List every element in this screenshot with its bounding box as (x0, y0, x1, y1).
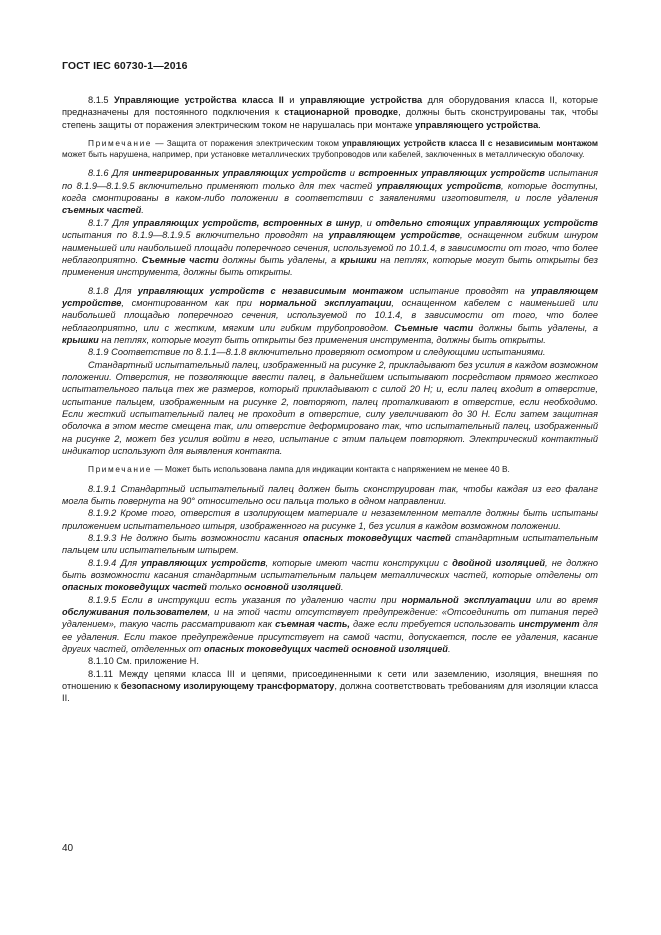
paragraph-8-1-5: 8.1.5 Управляющие устройства класса II и управляющие устройства для оборудования класса II, которые предназначены для постоянного подключения к стационарной проводке, должны быть сконструированы так, чтобы степень защиты от поражения электрическим током не нарушалась при монтаже управляющего устройства. (62, 95, 598, 130)
paragraph-8-1-11: 8.1.11 Между цепями класса III и цепями, присоединенными к сети или заземлению, изоляция, внешняя по отношению к безопасному изолирующему трансформатору, должна соответствовать требованиям для изоляции класса II. (62, 668, 598, 704)
note-lamp: Примечание — Может быть использована лампа для индикации контакта с напряжением не менее 40 В. (88, 464, 510, 475)
paragraph-8-1-9-4: 8.1.9.4 Для управляющих устройств, которые имеют части конструкции с двойной изоляцией, не должно быть возможности касания стандартным испытательным пальцем металлических частей, которые отделены от опасных токоведущих частей только основной изоляцией. (62, 557, 598, 593)
paragraph-8-1-9-2: 8.1.9.2 Кроме того, отверстия в изолирующем материале и незаземленном металле должны быть испытаны приложением испытательного штыря, изображенного на рисунке 1, без усилия в каждом возможном положении. (62, 508, 598, 531)
page-number: 40 (62, 843, 74, 854)
paragraph-8-1-9: 8.1.9 Соответствие по 8.1.1—8.1.8 включительно проверяют осмотром и следующими испытаниями. (88, 347, 546, 358)
paragraph-8-1-8: 8.1.8 Для управляющих устройств с независимым монтажом испытание проводят на управляющем устройстве, смонтированном как при нормальной эксплуатации, оснащенном кабелем с наименьшей или наибольшей площадью поперечного сечения, используемой по 10.1.4, в зависимости от того, что более неблагоприятно, или с жестким, мягким или гибким трубопроводом. Съемные части должны быть удалены, а крышки на петлях, которые могут быть открыты без применения инструмента, должны быть открыты. (62, 285, 598, 345)
note-class-ii: Примечание — Защита от поражения электрическим током управляющих устройств класса II с независимым монтажом может быть нарушена, например, при установке металлических трубопроводов или кабелей, заключенных в металлическую оболочку. (62, 138, 598, 160)
document-body (62, 94, 598, 705)
paragraph-8-1-7: 8.1.7 Для управляющих устройств, встроенных в шнур, и отдельно стоящих управляющих устройств испытания по 8.1.9—8.1.9.5 включительно проводят на управляющем устройстве, оснащенном гибким шнуром наименьшей или наибольшей площади поперечного сечения, используемой по 10.1.4, в зависимости от того, что более неблагоприятно. Съемные части должны быть удалены, а крышки на петлях, которые могут быть открыты без применения инструмента, должны быть открыты. (62, 217, 599, 278)
paragraph-8-1-9-1: 8.1.9.1 Стандартный испытательный палец должен быть сконструирован так, чтобы каждая из его фаланг могла быть повернута на 90° относительно оси пальца только в одном направлении. (62, 483, 598, 506)
page-header: ГОСТ IEC 60730-1—2016 (62, 60, 188, 72)
paragraph-8-1-10: 8.1.10 См. приложение Н. (88, 656, 199, 667)
paragraph-test-finger: Стандартный испытательный палец, изображенный на рисунке 2, прикладывают без усилия в каждом возможном положении. Отверстия, не позволяющие ввести палец, в дальнейшем испытывают посредством прямого жесткого испытательного пальца тех же размеров, который прикладывают с силой 20 Н; и, если палец входит в отверстие, испытание пальцем, изображенным на рисунке 2, повторяют, палец проталкивают в отверстие, если необходимо. Если жесткий испытательный палец не проходит в отверстие, силу увеличивают до 30 Н. Если затем защитная оболочка в этом месте смещена так, или отверстие деформировано так, что испытательный палец, изображенный на рисунке 2, может без усилия войти в него, испытание с этим пальцем повторяют. Электрический контактный индикатор используют для выявления контакта. (62, 359, 598, 456)
paragraph-8-1-9-3: 8.1.9.3 Не должно быть возможности касания опасных токоведущих частей стандартным испытательным пальцем или испытательным штырем. (62, 532, 598, 556)
paragraph-8-1-6: 8.1.6 Для интегрированных управляющих устройств и встроенных управляющих устройств испытания по 8.1.9—8.1.9.5 включительно применяют только для тех частей управляющих устройств, которые доступны, когда смонтированы в каком-либо положении в соответствии с заявлениями изготовителя, и после удаления съемных частей. (62, 168, 599, 216)
paragraph-8-1-9-5: 8.1.9.5 Если в инструкции есть указания по удалению части при нормальной эксплуатации или во время обслуживания пользователем, и на этой части отсутствует предупреждение: «Отсоединить от питания перед удалением», такую часть рассматривают как съемная часть, даже если требуется использовать инструмент для ее удаления. Если такое предупреждение присутствует на самой части, допускается, после ее удаления, касание других частей, отделенных от опасных токоведущих частей основной изоляцией. (62, 594, 599, 655)
